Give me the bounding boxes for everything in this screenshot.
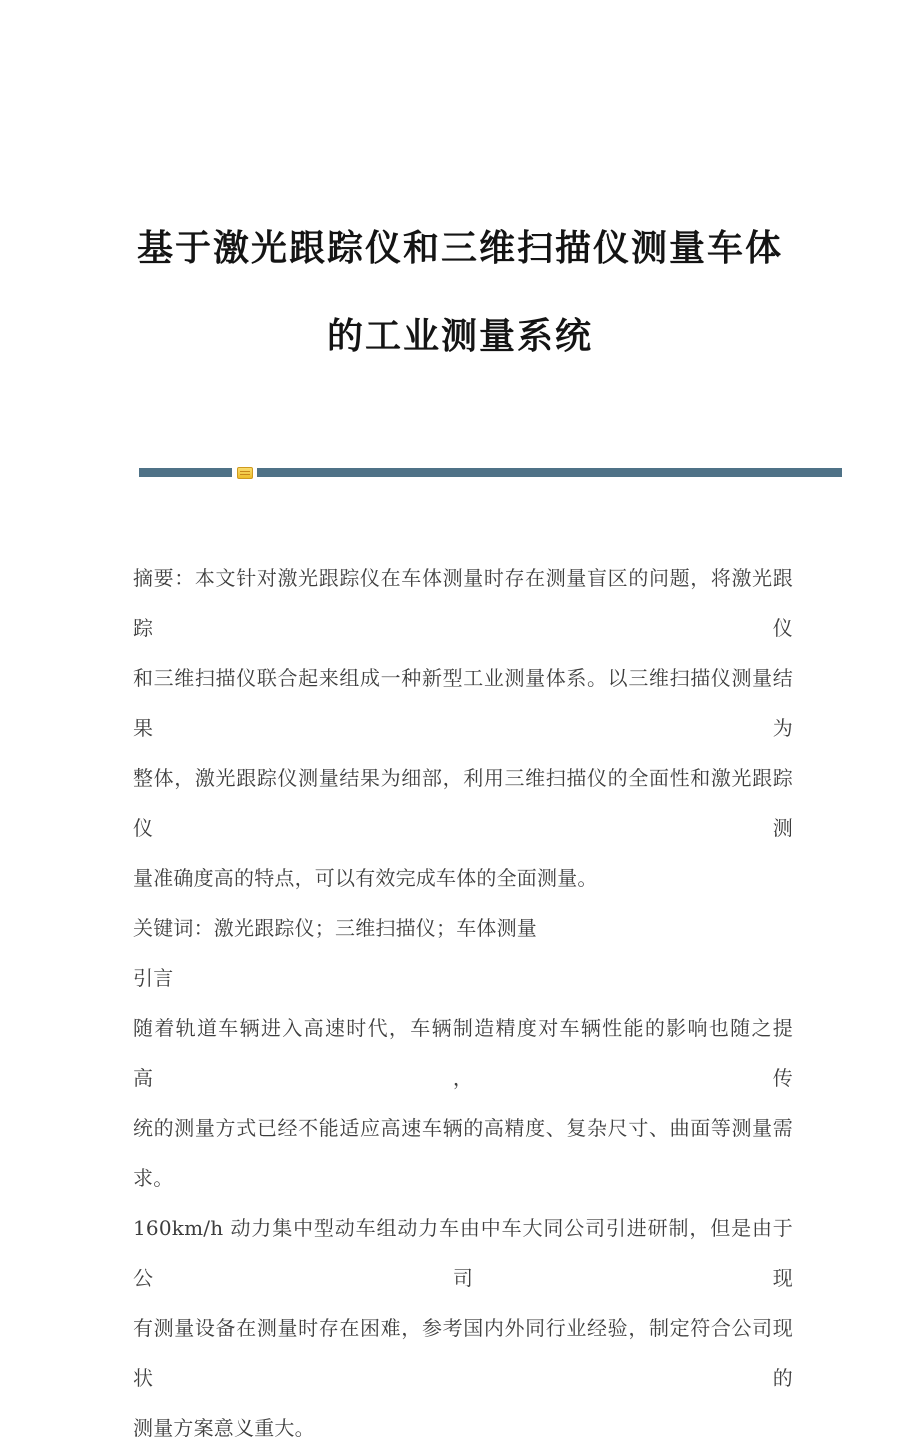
document-title [0,204,920,380]
abstract-line-4: 量准确度高的特点，可以有效完成车体的全面测量。 [133,866,598,890]
intro-line-3: 160km/h 动力集中型动车组动力车由中车大同公司引进研制，但是由于公司现 [133,1216,793,1290]
intro-line-2: 统的测量方式已经不能适应高速车辆的高精度、复杂尺寸、曲面等测量需求。 [133,1116,793,1190]
intro-line-4: 有测量设备在测量时存在困难，参考国内外同行业经验，制定符合公司现状的 [133,1316,793,1390]
title-line-2: 的工业测量系统 [326,315,593,357]
gold-document-icon [237,467,253,479]
divider-icon-slot [232,466,257,479]
intro-line-1: 随着轨道车辆进入高速时代，车辆制造精度对车辆性能的影响也随之提高，传 [133,1016,793,1090]
abstract-line-1: 摘要：本文针对激光跟踪仪在车体测量时存在测量盲区的问题，将激光跟踪仪 [133,566,793,640]
title-line-1: 基于激光跟踪仪和三维扫描仪测量车体 [136,227,783,269]
abstract-line-3: 整体，激光跟踪仪测量结果为细部，利用三维扫描仪的全面性和激光跟踪仪测 [133,766,793,840]
section-heading-intro: 引言 [133,966,174,990]
abstract-line-2: 和三维扫描仪联合起来组成一种新型工业测量体系。以三维扫描仪测量结果为 [133,666,793,740]
divider-bar-left [139,468,232,477]
intro-line-5: 测量方案意义重大。 [133,1416,315,1440]
document-body [133,553,793,1453]
divider-bar-right [257,468,842,477]
keywords-line: 关键词：激光跟踪仪；三维扫描仪；车体测量 [133,916,537,940]
title-divider [139,466,842,479]
